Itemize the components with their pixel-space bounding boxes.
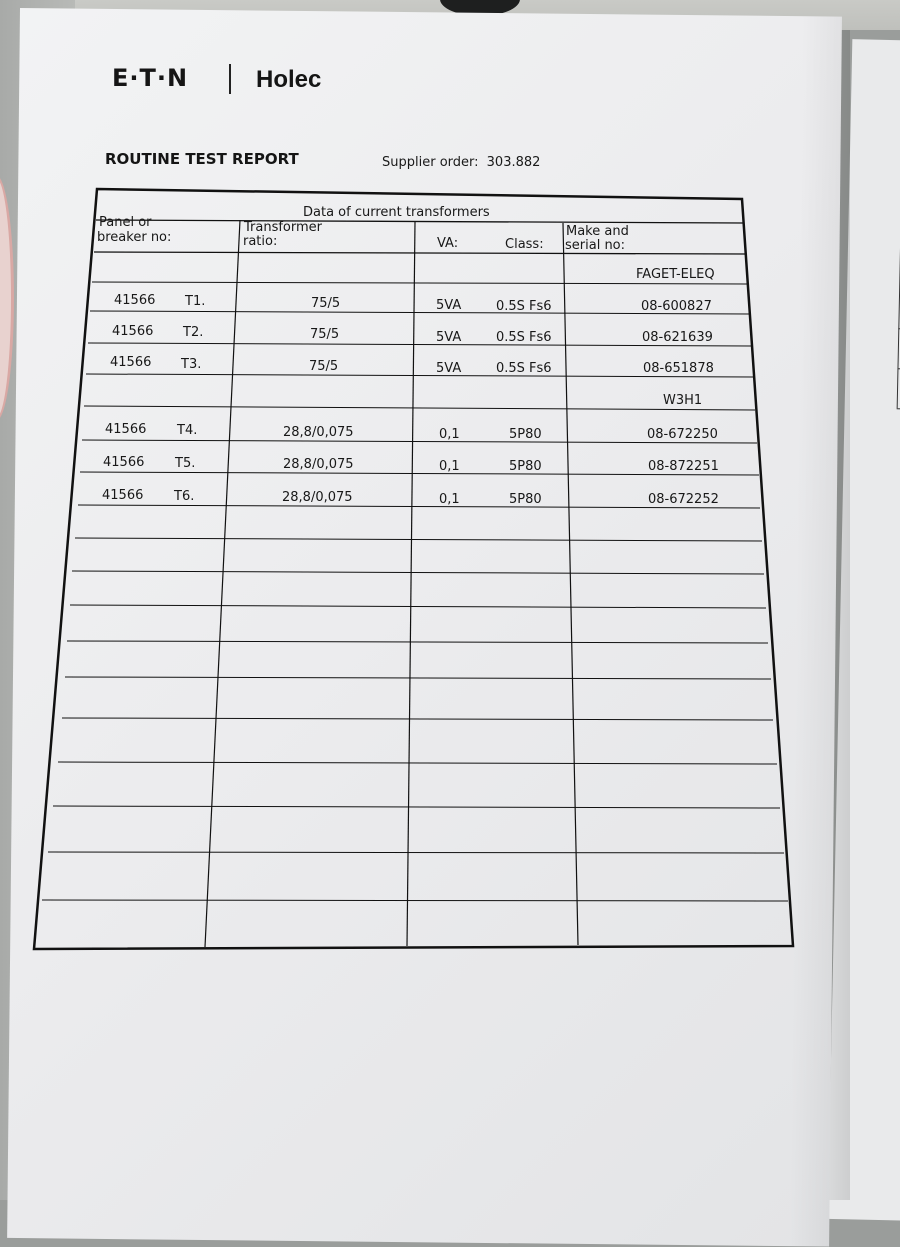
cell-ratio: 75/5 (310, 327, 340, 342)
cell-serial: 08-621639 (642, 330, 713, 345)
col-line-1 (205, 220, 240, 947)
header-va: VA: (437, 236, 459, 251)
eaton-logo: E·T·N (112, 64, 189, 92)
cell-tag: T4. (177, 423, 198, 438)
cell-serial: 08-672250 (647, 427, 718, 442)
header-ratio-1: Transformer (244, 220, 323, 235)
header-make-1: Make and (566, 224, 629, 239)
report-title: ROUTINE TEST REPORT (105, 150, 299, 168)
cell-ratio: 28,8/0,075 (282, 490, 353, 505)
cell-class: 5P80 (509, 427, 542, 442)
cell-panel: 41566 (112, 324, 154, 339)
cell-panel: 41566 (114, 293, 156, 308)
supplier-value: 303.882 (486, 155, 541, 170)
cell-class: 0.5S Fs6 (496, 299, 552, 314)
cell-va: 0,1 (439, 459, 460, 474)
cell-va: 5VA (436, 298, 462, 313)
make-label-w3h1: W3H1 (663, 393, 703, 408)
cell-ratio: 28,8/0,075 (283, 457, 354, 472)
cell-ratio: 75/5 (309, 359, 339, 374)
cell-va: 0,1 (439, 427, 460, 442)
cell-panel: 41566 (102, 488, 144, 503)
header-make-2: serial no: (565, 238, 626, 253)
cell-va: 5VA (436, 361, 462, 376)
cell-va: 0,1 (439, 492, 460, 507)
table-caption: Data of current transformers (303, 205, 490, 220)
cell-ratio: 75/5 (311, 296, 341, 311)
header-panel-1: Panel or (99, 215, 152, 230)
cell-serial: 08-672252 (648, 492, 719, 507)
header-panel-2: breaker no: (97, 230, 172, 245)
cell-class: 0.5S Fs6 (496, 330, 552, 345)
cell-ratio: 28,8/0,075 (283, 425, 354, 440)
cell-va: 5VA (436, 330, 462, 345)
col-line-2 (407, 222, 415, 946)
cell-panel: 41566 (110, 355, 152, 370)
cell-tag: T6. (174, 489, 195, 504)
cell-panel: 41566 (105, 422, 147, 437)
cell-tag: T1. (185, 294, 206, 309)
cell-serial: 08-651878 (643, 361, 714, 376)
header-ratio-2: ratio: (243, 234, 278, 249)
col-line-3 (563, 223, 578, 945)
header-class: Class: (505, 237, 544, 252)
supplier-label: Supplier order: (382, 155, 479, 170)
holec-logo: Holec (256, 66, 322, 93)
cell-serial: 08-600827 (641, 299, 712, 314)
make-label-faget: FAGET-ELEQ (636, 267, 715, 282)
cell-class: 0.5S Fs6 (496, 361, 552, 376)
cell-serial: 08-872251 (648, 459, 719, 474)
cell-class: 5P80 (509, 459, 542, 474)
cell-class: 5P80 (509, 492, 542, 507)
cell-tag: T3. (181, 357, 202, 372)
cell-tag: T5. (175, 456, 196, 471)
cell-tag: T2. (183, 325, 204, 340)
cell-panel: 41566 (103, 455, 145, 470)
